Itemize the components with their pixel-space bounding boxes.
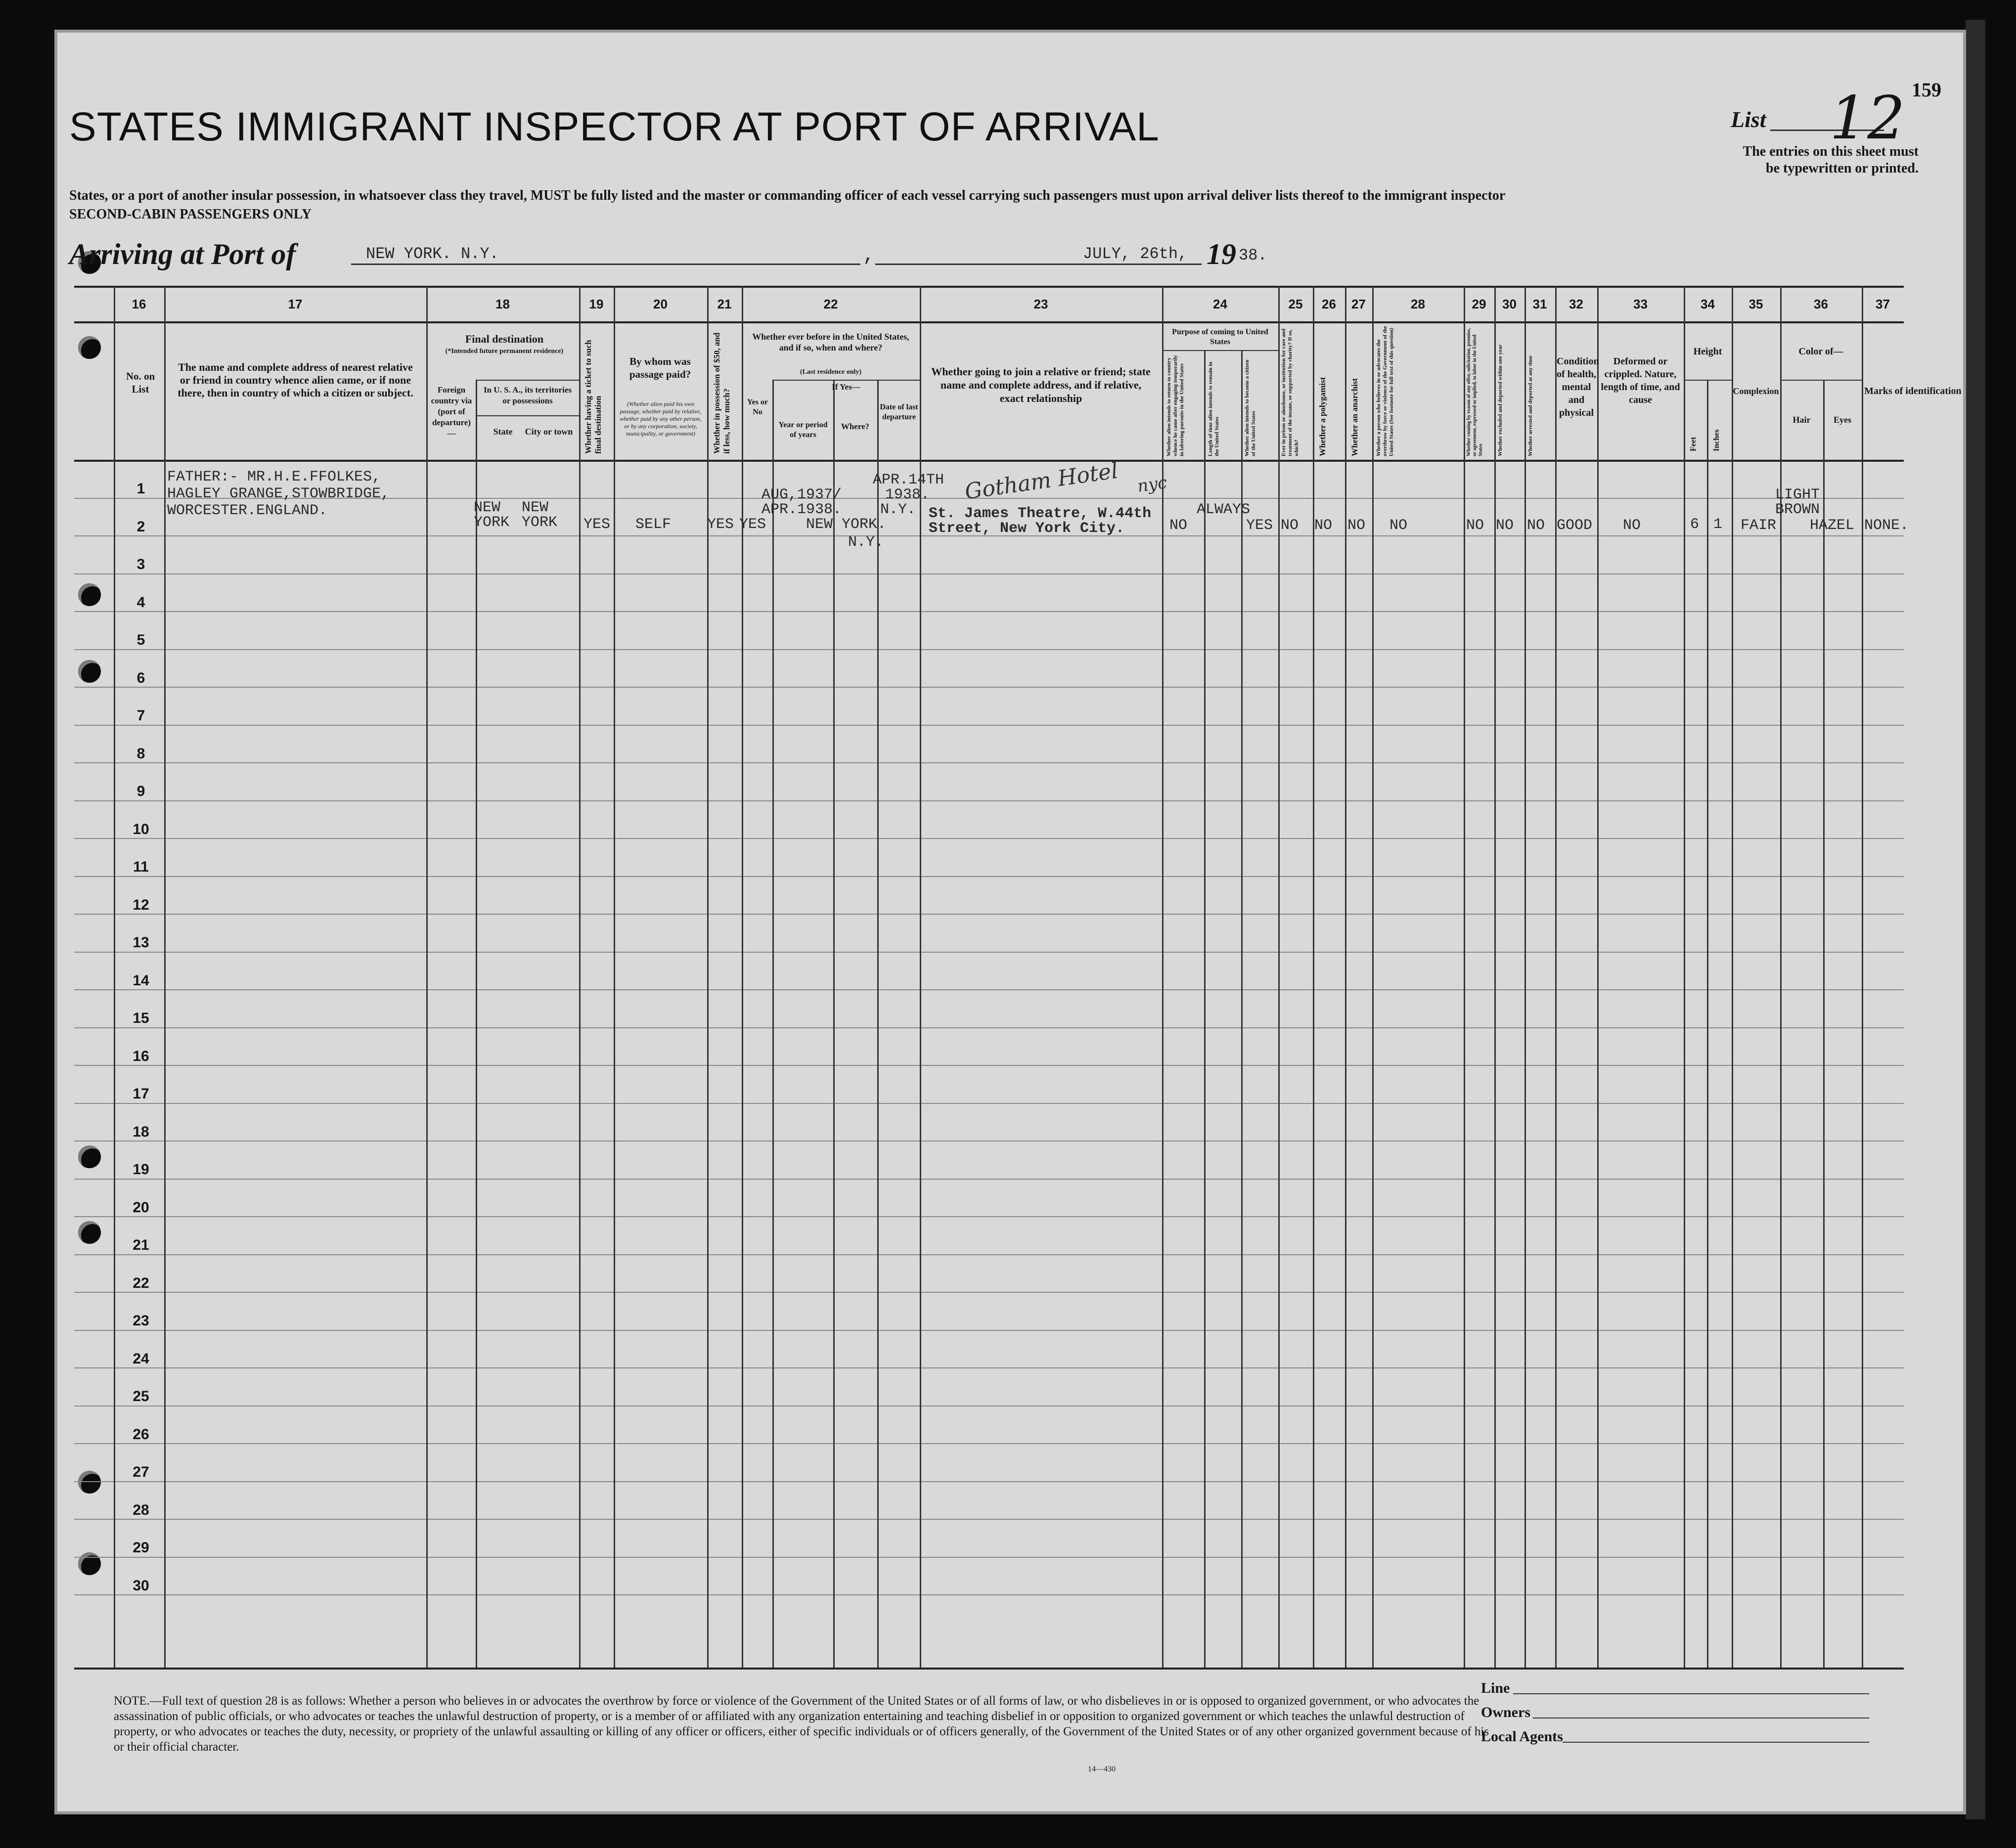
row-divider bbox=[74, 800, 1904, 801]
col-border bbox=[1345, 286, 1346, 1668]
col-number: 18 bbox=[495, 297, 510, 311]
col-number: 26 bbox=[1322, 297, 1336, 311]
col-number: 28 bbox=[1411, 297, 1425, 311]
col-number: 37 bbox=[1876, 297, 1890, 311]
header-length-stay: Length of time alien intends to remain in the United States bbox=[1208, 361, 1220, 456]
row-number: 7 bbox=[136, 707, 145, 724]
destination-state-1: NEW bbox=[474, 499, 501, 516]
complexion-value: FAIR bbox=[1741, 517, 1777, 534]
previous-residence-2: N.Y. bbox=[848, 534, 884, 551]
answer-q31: NO bbox=[1527, 517, 1545, 534]
col-border bbox=[1372, 286, 1374, 1668]
list-number: 12 bbox=[1830, 84, 1905, 153]
col-number: 30 bbox=[1502, 297, 1517, 311]
header-ticket: Whether having a ticket to such final destination bbox=[583, 340, 603, 454]
entries-note bbox=[1681, 143, 1919, 177]
col-border bbox=[579, 286, 581, 1668]
row-divider bbox=[74, 1519, 1904, 1520]
header-fifty-dollars: Whether in possession of $50, and if less, how much? bbox=[712, 332, 731, 454]
header-polygamist: Whether a polygamist bbox=[1318, 377, 1327, 456]
manifest-table bbox=[74, 286, 1962, 1668]
header-state: State bbox=[493, 427, 513, 437]
row-divider bbox=[74, 1216, 1904, 1217]
row-divider bbox=[74, 1443, 1904, 1444]
row-divider bbox=[74, 876, 1904, 877]
owners-field bbox=[1533, 1717, 1869, 1718]
header-hair: Hair bbox=[1792, 415, 1811, 425]
height-feet: 6 bbox=[1690, 516, 1700, 533]
row-number: 19 bbox=[133, 1161, 149, 1178]
line-field bbox=[1513, 1693, 1869, 1694]
col-border bbox=[1494, 286, 1496, 1668]
header-where: Where? bbox=[841, 422, 870, 431]
period-years-1: AUG,1937/ bbox=[762, 486, 842, 503]
row-number: 2 bbox=[136, 518, 145, 535]
col-border bbox=[833, 380, 835, 1668]
row-divider bbox=[74, 725, 1904, 726]
eye-color: HAZEL bbox=[1810, 517, 1855, 534]
col-number: 33 bbox=[1633, 297, 1648, 311]
joining-address-1: St. James Theatre, W.44th bbox=[929, 505, 1152, 522]
row-divider bbox=[74, 1406, 1904, 1407]
port-line bbox=[351, 264, 860, 265]
owners-label: Owners bbox=[1481, 1704, 1530, 1720]
row-divider bbox=[74, 611, 1904, 612]
header-inches: Inches bbox=[1712, 429, 1721, 451]
col-border bbox=[1555, 286, 1557, 1668]
col-number: 17 bbox=[288, 297, 303, 311]
year-prefix: 19 bbox=[1207, 238, 1236, 270]
header-purpose: Purpose of coming to United States bbox=[1172, 328, 1268, 346]
col-border bbox=[614, 286, 615, 1668]
instruction-text: States, or a port of another insular possession, in whatsoever class they travel, MUST be fully listed and the master or commanding officer of each vessel carrying such passengers must upon arrival deliver lists thereof to the immigrant inspector bbox=[69, 188, 1506, 203]
col-number: 27 bbox=[1351, 297, 1366, 311]
row-number: 22 bbox=[133, 1275, 149, 1291]
health-condition: GOOD bbox=[1557, 517, 1593, 534]
col-border bbox=[1707, 380, 1708, 1668]
intends-return: NO bbox=[1169, 517, 1188, 534]
row-number: 16 bbox=[133, 1048, 149, 1064]
header-date-departure: Date of last departure bbox=[880, 403, 918, 421]
header-marks: Marks of identification bbox=[1864, 386, 1962, 396]
header-height: Height bbox=[1693, 346, 1722, 357]
identification-marks: NONE. bbox=[1864, 517, 1909, 534]
col-number: 21 bbox=[717, 297, 732, 311]
row-number: 13 bbox=[133, 934, 149, 951]
row-divider bbox=[74, 838, 1904, 839]
has-fifty-dollars: YES bbox=[707, 516, 734, 533]
col-number: 22 bbox=[823, 297, 838, 311]
header-ever-before: Whether ever before in the United States, and if so, when and where? bbox=[752, 332, 909, 352]
header-condition-health: Condition of health, mental and physical bbox=[1557, 356, 1599, 418]
header-passage-paid: By whom was passage paid? bbox=[629, 355, 691, 380]
height-inches: 1 bbox=[1713, 516, 1723, 533]
col-number: 29 bbox=[1472, 297, 1486, 311]
col-number: 32 bbox=[1569, 297, 1583, 311]
port-value: NEW YORK. N.Y. bbox=[366, 245, 499, 263]
header-if-yes: If Yes— bbox=[832, 382, 860, 392]
col-border bbox=[1597, 286, 1599, 1668]
header-prison: Ever in prison or almshouse, or institution for care and treatment of the insane, or supported by charity? If so, which? bbox=[1281, 328, 1299, 456]
header-anarchist: Whether an anarchist bbox=[1350, 378, 1359, 456]
header-going-to-join: Whether going to join a relative or friend; state name and complete address, and if relative, exact relationship bbox=[931, 365, 1151, 404]
passenger-class-text: SECOND-CABIN PASSENGERS ONLY bbox=[69, 207, 312, 222]
col-number: 36 bbox=[1814, 297, 1828, 311]
col-border bbox=[1204, 350, 1206, 1668]
header-feet: Feet bbox=[1689, 437, 1698, 451]
header-final-destination: Final destination bbox=[465, 333, 544, 345]
row-divider bbox=[74, 573, 1904, 574]
header-year-period: Year or period of years bbox=[778, 421, 828, 439]
date-value: JULY, 26th, bbox=[1083, 245, 1188, 263]
joining-handwritten-1: Gotham Hotel bbox=[963, 458, 1120, 505]
col-number: 34 bbox=[1701, 297, 1715, 311]
header-intends-citizen: Whether alien intends to become a citizen of the United States bbox=[1244, 359, 1256, 456]
header-q29: Whether coming by reason of any offer, solicitation, promise, or agreement, expressed or implied, to labor in the United States bbox=[1466, 328, 1483, 456]
col-border bbox=[742, 286, 743, 1668]
col-border bbox=[772, 380, 774, 1668]
row-number: 29 bbox=[133, 1540, 149, 1556]
row-number: 5 bbox=[136, 632, 145, 648]
col-number: 24 bbox=[1213, 297, 1227, 311]
col-border bbox=[1313, 286, 1314, 1668]
header-subdivider bbox=[1780, 380, 1862, 381]
header-q28: Whether a person who believes in or advocates the overthrow by force or violence of the Government of the United States (See footnote for full text of this question) bbox=[1376, 326, 1394, 456]
row-number: 10 bbox=[133, 821, 149, 837]
header-subdivider bbox=[1162, 350, 1278, 351]
col-number: 35 bbox=[1748, 297, 1763, 311]
row-number: 30 bbox=[133, 1577, 149, 1594]
answer-q30: NO bbox=[1496, 517, 1514, 534]
length-of-stay: ALWAYS bbox=[1197, 501, 1251, 518]
header-subdivider bbox=[476, 380, 579, 381]
date-line bbox=[875, 264, 1202, 265]
table-bottom-border bbox=[74, 1668, 1904, 1670]
header-deformed: Deformed or crippled. Nature, length of time, and cause bbox=[1601, 356, 1680, 405]
row-divider bbox=[74, 1179, 1904, 1180]
period-years-2: APR.1938. bbox=[762, 501, 842, 518]
passage-paid-by: SELF bbox=[635, 516, 672, 533]
list-label: List bbox=[1731, 107, 1766, 132]
answer-q26: NO bbox=[1314, 517, 1333, 534]
row-divider bbox=[74, 1065, 1904, 1066]
adjacent-page-edge bbox=[1966, 20, 1985, 1819]
row-number: 14 bbox=[133, 972, 149, 989]
last-departure-2: 1938. bbox=[885, 486, 930, 503]
row-number: 25 bbox=[133, 1388, 149, 1405]
question-28-footnote: NOTE.—Full text of question 28 is as follows: Whether a person who believes in or advocates the overthrow by force or violence of the Government of the United States or of all forms of law, or who disbelieves in or is opposed to organized government, or who advocates the assassination of public officials, or who advocates or teaches the unlawful destruction of property, or is a member of or affiliated with any organization entertaining and teaching disbelief in or opposition to organized government or which teaches the unlawful destruction of property, or who advocates or teaches the duty, necessity, or propriety of the unlawful assaulting or killing of any officer or officers, either of specific individuals or of officers generally, of the Government of the United States or of any other organized government because of his or their official character. bbox=[114, 1694, 1489, 1754]
row-divider bbox=[74, 989, 1904, 990]
header-intends-return: Whether alien intends to return to country whence he came after engaging temporarily in laboring pursuits in the United States bbox=[1166, 355, 1185, 456]
row-number: 12 bbox=[133, 896, 149, 913]
header-q31: Whether arrested and deported at any time bbox=[1527, 355, 1533, 456]
port-comma: , bbox=[863, 245, 875, 267]
joining-address-2: Street, New York City. bbox=[929, 520, 1125, 537]
entries-note-line-2: be typewritten or printed. bbox=[1766, 161, 1919, 176]
has-ticket: YES bbox=[583, 516, 611, 533]
header-passage-paid-note: (Whether alien paid his own passage, whether paid by relative, whether paid by any other person, or by any corporation, society, municipality, or government) bbox=[620, 400, 702, 437]
row-divider bbox=[74, 1557, 1904, 1558]
line-label: Line bbox=[1481, 1680, 1510, 1696]
col-border bbox=[164, 286, 166, 1668]
row-number: 8 bbox=[136, 745, 145, 762]
answer-q27: NO bbox=[1347, 517, 1366, 534]
header-complexion: Complexion bbox=[1733, 386, 1779, 396]
header-eyes: Eyes bbox=[1834, 415, 1851, 425]
col-number: 20 bbox=[653, 297, 668, 311]
row-divider bbox=[74, 1027, 1904, 1028]
header-yes-or-no: Yes or No bbox=[747, 398, 768, 416]
row-number: 21 bbox=[133, 1237, 149, 1253]
previous-residence-1: NEW YORK. bbox=[806, 516, 887, 533]
header-q30: Whether excluded and deported within one year bbox=[1497, 344, 1503, 456]
row-divider bbox=[74, 1481, 1904, 1482]
col-number: 25 bbox=[1288, 297, 1303, 311]
row-number: 27 bbox=[133, 1464, 149, 1480]
hair-color-1: LIGHT bbox=[1775, 486, 1820, 503]
row-number: 18 bbox=[133, 1123, 149, 1140]
relative-address-line-1: FATHER:- MR.H.E.FFOLKES, bbox=[167, 469, 381, 485]
header-subdivider bbox=[1684, 380, 1732, 381]
row-divider bbox=[74, 914, 1904, 915]
col-border bbox=[1684, 286, 1685, 1668]
hair-color-2: BROWN bbox=[1775, 501, 1820, 518]
header-subdivider bbox=[476, 415, 579, 416]
arriving-label: Arriving at Port of bbox=[69, 238, 296, 270]
header-in-usa: In U. S. A., its territories or possessions bbox=[483, 385, 572, 405]
page-title: STATES IMMIGRANT INSPECTOR AT PORT OF ARRIVAL bbox=[69, 104, 1160, 149]
column-number-divider bbox=[74, 321, 1904, 323]
col-border bbox=[1241, 350, 1243, 1668]
header-last-residence: (Last residence only) bbox=[800, 368, 862, 376]
row-divider bbox=[74, 762, 1904, 763]
col-border bbox=[877, 380, 879, 1668]
header-final-destination-note: (*Intended future permanent residence) bbox=[445, 348, 564, 355]
header-bottom-border bbox=[74, 460, 1904, 462]
relative-address-line-3: WORCESTER.ENGLAND. bbox=[167, 502, 328, 519]
sheet-number: 159 bbox=[1912, 79, 1941, 101]
header-city: City or town bbox=[525, 427, 573, 437]
row-number: 20 bbox=[133, 1199, 149, 1216]
col-border bbox=[1862, 286, 1863, 1668]
row-number: 23 bbox=[133, 1313, 149, 1329]
row-number: 11 bbox=[133, 859, 149, 875]
intends-citizen: YES bbox=[1246, 517, 1273, 534]
local-agents-label: Local Agents bbox=[1481, 1728, 1563, 1745]
answer-q25: NO bbox=[1281, 517, 1299, 534]
row-number: 1 bbox=[136, 481, 145, 497]
col-number: 23 bbox=[1033, 297, 1048, 311]
destination-city-2: YORK bbox=[522, 514, 558, 531]
col-number: 19 bbox=[589, 297, 604, 311]
row-number: 24 bbox=[133, 1350, 149, 1367]
answer-q29: NO bbox=[1466, 517, 1484, 534]
row-number: 4 bbox=[136, 594, 145, 611]
row-number: 3 bbox=[136, 556, 145, 572]
header-no-on-list: No. on List bbox=[126, 370, 155, 395]
row-divider bbox=[74, 1367, 1904, 1368]
destination-city-1: NEW bbox=[522, 499, 549, 516]
col-number: 31 bbox=[1532, 297, 1547, 311]
local-agents-field bbox=[1563, 1742, 1869, 1743]
last-departure-1: APR.14TH bbox=[873, 472, 944, 488]
row-divider bbox=[74, 1103, 1904, 1104]
form-code: 14—430 bbox=[1088, 1765, 1116, 1773]
row-number: 9 bbox=[136, 783, 145, 799]
row-number: 15 bbox=[133, 1010, 149, 1026]
row-divider bbox=[74, 649, 1904, 650]
row-divider bbox=[74, 1594, 1904, 1595]
row-number: 17 bbox=[133, 1086, 149, 1102]
col-border bbox=[476, 380, 477, 1668]
row-number: 6 bbox=[136, 669, 145, 686]
deformed-answer: NO bbox=[1623, 517, 1641, 534]
row-divider bbox=[74, 1330, 1904, 1331]
header-color-of: Color of— bbox=[1798, 346, 1843, 357]
col-border bbox=[426, 286, 428, 1668]
last-departure-3: N.Y. bbox=[880, 501, 916, 518]
col-number: 16 bbox=[132, 297, 146, 311]
entries-note-line-1: The entries on this sheet must bbox=[1743, 144, 1919, 159]
col-border bbox=[1823, 380, 1825, 1668]
col-border bbox=[707, 286, 709, 1668]
row-divider bbox=[74, 1141, 1904, 1142]
row-number: 26 bbox=[133, 1426, 149, 1443]
destination-state-2: YORK bbox=[474, 514, 510, 531]
joining-handwritten-2: nyc bbox=[1136, 473, 1168, 496]
relative-address-line-2: HAGLEY GRANGE,STOWBRIDGE, bbox=[167, 485, 390, 502]
row-number: 28 bbox=[133, 1501, 149, 1518]
header-foreign-country: Foreign country via (port of departure)— bbox=[431, 385, 472, 438]
col-border bbox=[1524, 286, 1526, 1668]
row-divider bbox=[74, 687, 1904, 688]
year-suffix: 38. bbox=[1239, 246, 1267, 264]
col-border bbox=[1278, 286, 1280, 1668]
row-divider bbox=[74, 1292, 1904, 1293]
header-nearest-relative: The name and complete address of nearest relative or friend in country whence alien came, or if none there, then in country of which a citizen or subject. bbox=[178, 361, 413, 399]
row-divider bbox=[74, 1254, 1904, 1255]
col-border bbox=[1732, 286, 1733, 1668]
ever-before-us: YES bbox=[739, 516, 766, 533]
table-top-border bbox=[74, 286, 1904, 288]
answer-q28: NO bbox=[1389, 517, 1408, 534]
col-border bbox=[114, 286, 115, 1668]
row-divider bbox=[74, 952, 1904, 953]
col-border bbox=[1464, 286, 1465, 1668]
